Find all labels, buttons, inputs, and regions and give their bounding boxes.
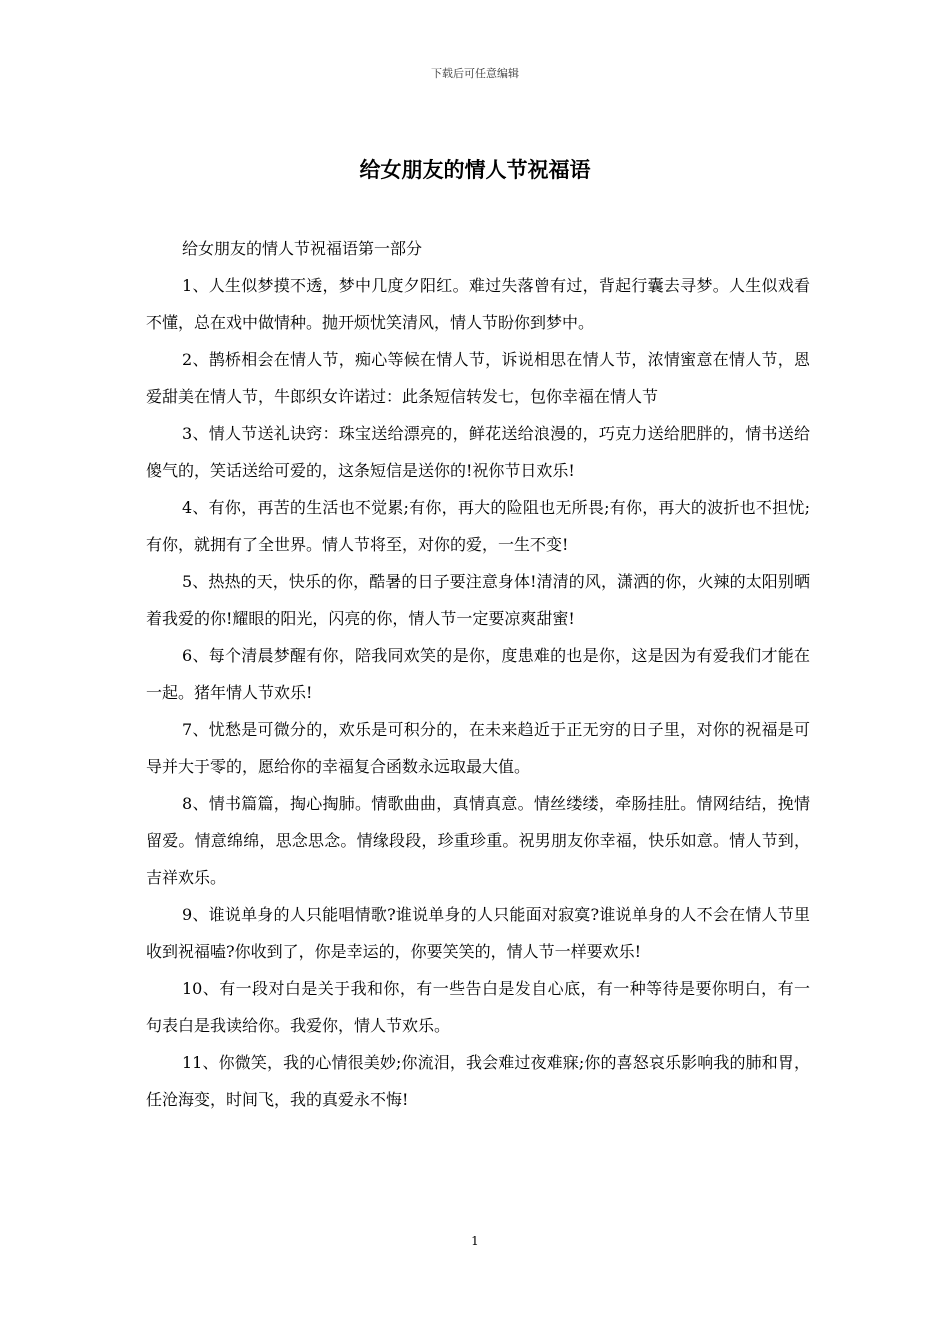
- paragraph-1: 1、人生似梦摸不透，梦中几度夕阳红。难过失落曾有过，背起行囊去寻梦。人生似戏看不懂，总在戏中做情种。抛开烦忧笑清风，情人节盼你到梦中。: [146, 276, 810, 332]
- paragraph-9: 9、谁说单身的人只能唱情歌?谁说单身的人只能面对寂寞?谁说单身的人不会在情人节里收到祝福嗑?你收到了，你是幸运的，你要笑笑的，情人节一样要欢乐!: [146, 905, 810, 961]
- paragraph-6: 6、每个清晨梦醒有你，陪我同欢笑的是你，度患难的也是你，这是因为有爱我们才能在一起。猪年情人节欢乐!: [146, 646, 810, 702]
- paragraph-3: 3、情人节送礼诀窍：珠宝送给漂亮的，鲜花送给浪漫的，巧克力送给肥胖的，情书送给傻气的，笑话送给可爱的，这条短信是送你的!祝你节日欢乐!: [146, 424, 810, 480]
- page-number: 1: [471, 1234, 479, 1248]
- paragraph-11: 11、你微笑，我的心情很美妙;你流泪，我会难过夜难寐;你的喜怒哀乐影响我的肺和胃，任沧海变，时间飞，我的真爱永不悔!: [146, 1053, 810, 1109]
- paragraph-2: 2、鹊桥相会在情人节，痴心等候在情人节，诉说相思在情人节，浓情蜜意在情人节，恩爱甜美在情人节，牛郎织女许诺过：此条短信转发七，包你幸福在情人节: [146, 350, 810, 406]
- paragraph-10: 10、有一段对白是关于我和你，有一些告白是发自心底，有一种等待是要你明白，有一句表白是我读给你。我爱你，情人节欢乐。: [146, 979, 810, 1035]
- paragraph-4: 4、有你，再苦的生活也不觉累;有你，再大的险阻也无所畏;有你，再大的波折也不担忧;有你，就拥有了全世界。情人节将至，对你的爱，一生不变!: [146, 498, 810, 554]
- document-title: 给女朋友的情人节祝福语: [359, 157, 591, 182]
- section-heading: 给女朋友的情人节祝福语第一部分: [182, 239, 423, 258]
- page-header-note: 下载后可任意编辑: [431, 67, 519, 80]
- document-body: [146, 230, 810, 1118]
- paragraph-7: 7、忧愁是可微分的，欢乐是可积分的，在未来趋近于正无穷的日子里，对你的祝福是可导并大于零的，愿给你的幸福复合函数永远取最大值。: [146, 720, 810, 776]
- paragraph-5: 5、热热的天，快乐的你，酷暑的日子要注意身体!清清的风，潇洒的你，火辣的太阳别晒着我爱的你!耀眼的阳光，闪亮的你，情人节一定要凉爽甜蜜!: [146, 572, 810, 628]
- paragraph-8: 8、情书篇篇，掏心掏肺。情歌曲曲，真情真意。情丝缕缕，牵肠挂肚。情网结结，挽情留爱。情意绵绵，思念思念。情缘段段，珍重珍重。祝男朋友你幸福，快乐如意。情人节到，吉祥欢乐。: [146, 794, 810, 887]
